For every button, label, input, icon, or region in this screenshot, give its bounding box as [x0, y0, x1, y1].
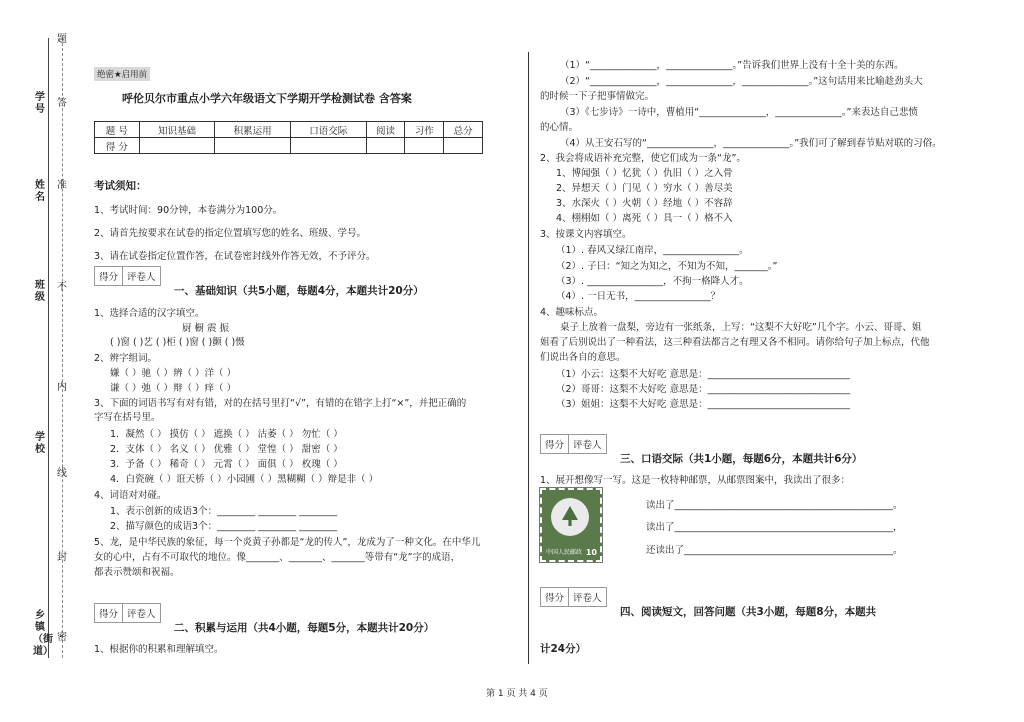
- grader-box: [540, 434, 607, 454]
- question-line: 3、下面的词语书写有对有错，对的在括号里打“√”，有错的在错字上打“×”，并把正确的: [94, 398, 467, 409]
- page-footer: 第 1 页 共 4 页: [486, 689, 548, 699]
- question-line: 4、词语对对碰。: [94, 490, 167, 501]
- question-line: 的时候一下子把事情做完。: [540, 91, 655, 102]
- question-line: 谦（ ）弛（ ）辩（ ）痒（ ）: [110, 383, 237, 394]
- question-line: 字写在括号里。: [94, 412, 161, 423]
- question-line: 4、栩栩如（ ）离死（ ）具一（ ）格不入: [556, 213, 733, 224]
- name-label: 姓名: [35, 180, 45, 203]
- section-3-title: 三、口语交际（共1小题，每题6分，本题共计6分）: [620, 453, 863, 465]
- score-header: 阅读: [366, 122, 405, 138]
- class-label: 班级: [35, 280, 45, 303]
- score-cell[interactable]: [290, 138, 366, 154]
- question-line: （1）“______________，______________。”告诉我们世界上没有十全十美的东西。: [560, 60, 904, 71]
- question-line: 5、龙，是中华民族的象征，每一个炎黄子孙都是“龙的传人”，龙成为了一种文化。在中华儿: [94, 537, 481, 548]
- score-cell[interactable]: [139, 138, 215, 154]
- question-line: 厨 橱 震 振: [182, 323, 230, 334]
- stamp-value: 10: [585, 548, 597, 557]
- score-header: 知识基础: [139, 122, 215, 138]
- score-cell[interactable]: [215, 138, 291, 154]
- seal-char: 准: [57, 180, 67, 191]
- question-line: 1、展开想像写一写。这是一枚特种邮票，从邮票图案中，我读出了很多：: [540, 475, 851, 486]
- grader-reviewer-label: 评卷人: [122, 267, 160, 285]
- question-line: 都表示赞颂和祝福。: [94, 567, 180, 578]
- question-line: （4）从王安石写的“______________，______________。”我们可了解到春节贴对联的习俗。: [560, 138, 942, 149]
- section-4-title: 四、阅读短文，回答问题（共3小题，每题8分，本题共: [620, 606, 877, 618]
- score-header: 口语交际: [290, 122, 366, 138]
- question-line: （3）. ________________，不拘一格降人才。: [556, 276, 749, 287]
- grader-reviewer-label: 评卷人: [122, 604, 160, 622]
- question-line: 1．凝然（ ） 摸仿（ ） 遮换（ ） 沽萎（ ） 勿忙（ ）: [110, 429, 343, 440]
- answer-line[interactable]: 还读出了____________________________________________。: [646, 545, 903, 556]
- question-line: 2、我会将成语补充完整，使它们成为一条“龙”。: [540, 153, 746, 164]
- question-line: 1、选择合适的汉字填空。: [94, 308, 205, 319]
- grader-box: [540, 587, 607, 607]
- question-line: 女的心中，占有不可取代的地位。像_______、_______、_______等带有“龙”字的成语，: [94, 552, 461, 563]
- answer-line[interactable]: 读出了______________________________________________，: [646, 522, 903, 533]
- seal-char: 不: [57, 282, 67, 293]
- question-line: 2．支体（ ） 名义（ ） 优雅（ ） 堂惶（ ） 甜密（ ）: [110, 444, 343, 455]
- question-line: 4．白瓷碗（ ）诳天桥（ ）小园圃（ ）黑糊糊（ ）辩是非（ ）: [110, 474, 379, 485]
- seal-char: 线: [57, 468, 67, 479]
- confidential-stamp: 绝密★启用前: [94, 67, 150, 81]
- question-line: 2、辨字组词。: [94, 353, 158, 364]
- question-line: （3）《七步诗》一诗中，曹植用“______________，______________。”来表达自己悲愤: [560, 107, 918, 118]
- score-header: 习作: [405, 122, 444, 138]
- grader-box: [94, 266, 161, 286]
- answer-line[interactable]: 读出了______________________________________________。: [646, 500, 903, 511]
- question-line: 4、趣味标点。: [540, 307, 604, 318]
- score-row-label: 得 分: [95, 138, 140, 154]
- grader-score-label: 得分: [545, 593, 565, 604]
- section-2-title: 二、积累与运用（共4小题，每题5分，本题共计20分）: [174, 622, 435, 634]
- grader-reviewer-label: 评卷人: [568, 435, 606, 453]
- question-line: 1、博闻强（ ）忆犹（ ）仇旧（ ）之入骨: [556, 168, 733, 179]
- column-divider: [528, 52, 529, 664]
- seal-char: 题: [57, 34, 67, 45]
- section-1-title: 一、基础知识（共5小题，每题4分，本题共计20分）: [174, 285, 424, 297]
- question-line: 嫌（ ）驰（ ）辨（ ）洋（ ）: [110, 368, 237, 379]
- question-line: 们说出各自的意思。: [540, 352, 626, 363]
- score-cell[interactable]: [444, 138, 483, 154]
- question-line: 1、表示创新的成语3个：________ ________ ________: [110, 506, 338, 517]
- question-line: 2、描写颜色的成语3个：________ ________ ________: [110, 521, 338, 532]
- question-line: （2）哥哥：这梨不大好吃 意思是：______________________________: [556, 384, 851, 395]
- grader-box: [94, 603, 161, 623]
- notice-item: 1、考试时间：90分钟，本卷满分为100分。: [94, 205, 283, 216]
- town-label: 乡镇（街道）: [33, 610, 53, 657]
- seal-char: 内: [57, 382, 67, 393]
- grader-score-label: 得分: [99, 609, 119, 620]
- binding-line: [48, 38, 49, 658]
- score-cell[interactable]: [405, 138, 444, 154]
- notice-heading: 考试须知：: [94, 180, 147, 192]
- question-line: 3．予备（ ） 稀奇（ ） 元霄（ ） 面俱（ ） 枚瑰（ ）: [110, 459, 343, 470]
- grader-score-label: 得分: [99, 272, 119, 283]
- question-line: 桌子上放着一盘梨，旁边有一张纸条，上写：“这梨不大好吃”几个字。小云、哥哥、姐: [560, 322, 922, 333]
- student-id-label: 学号: [35, 92, 45, 115]
- notice-item: 3、请在试卷指定位置作答，在试卷密封线外作答无效，不予评分。: [94, 251, 376, 262]
- question-line: 3、按课文内容填空。: [540, 229, 632, 240]
- section-4-title-cont: 计24分）: [540, 643, 587, 655]
- question-line: （1）小云：这梨不大好吃 意思是：______________________________: [556, 369, 851, 380]
- question-line: 的心情。: [540, 122, 579, 133]
- school-label: 学校: [35, 432, 45, 455]
- grader-score-label: 得分: [545, 440, 565, 451]
- question-line: 2、异想天（ ）门见（ ）穷水（ ）善尽美: [556, 183, 733, 194]
- score-header: 积累运用: [215, 122, 291, 138]
- score-cell[interactable]: [366, 138, 405, 154]
- seal-dashed-line: [62, 38, 63, 658]
- question-line: 3、水深火（ ）火朝（ ）经地（ ）不容辞: [556, 198, 733, 209]
- seal-char: 答: [57, 98, 67, 109]
- seal-char: 密: [57, 632, 67, 643]
- postage-stamp-image: [540, 488, 602, 562]
- question-line: （2）“______________，______________，______________。”这句话用来比喻趁劲头大: [560, 76, 923, 87]
- score-header: 题 号: [95, 122, 140, 138]
- seal-char: 封: [57, 552, 67, 563]
- score-header: 总分: [444, 122, 483, 138]
- stamp-caption: 中国人民邮政: [546, 549, 583, 556]
- question-line: ( )窗 ( )艺 ( )柜 ( )窗 ( )颤 ( )慑: [110, 337, 245, 348]
- question-line: （4）. 一日无书，________________？: [556, 291, 721, 302]
- score-table: [94, 121, 483, 154]
- page-title: 呼伦贝尔市重点小学六年级语文下学期开学检测试卷 含答案: [122, 92, 412, 105]
- question-line: （3）姐姐：这梨不大好吃 意思是：______________________________: [556, 399, 851, 410]
- question-line: 姐看了后别说出了一种看法，这三种看法都言之有理又各不相同。请你给句子加上标点，代他: [540, 337, 930, 348]
- question-line: 1、根据你的积累和理解填空。: [94, 644, 224, 655]
- question-line: （1）. 春风又绿江南岸，________________。: [556, 245, 749, 256]
- grader-reviewer-label: 评卷人: [568, 588, 606, 606]
- question-line: （2）. 子曰：“知之为知之，不知为不知，_______。”: [556, 261, 778, 272]
- notice-item: 2、请首先按要求在试卷的指定位置填写您的姓名、班级、学号。: [94, 228, 367, 239]
